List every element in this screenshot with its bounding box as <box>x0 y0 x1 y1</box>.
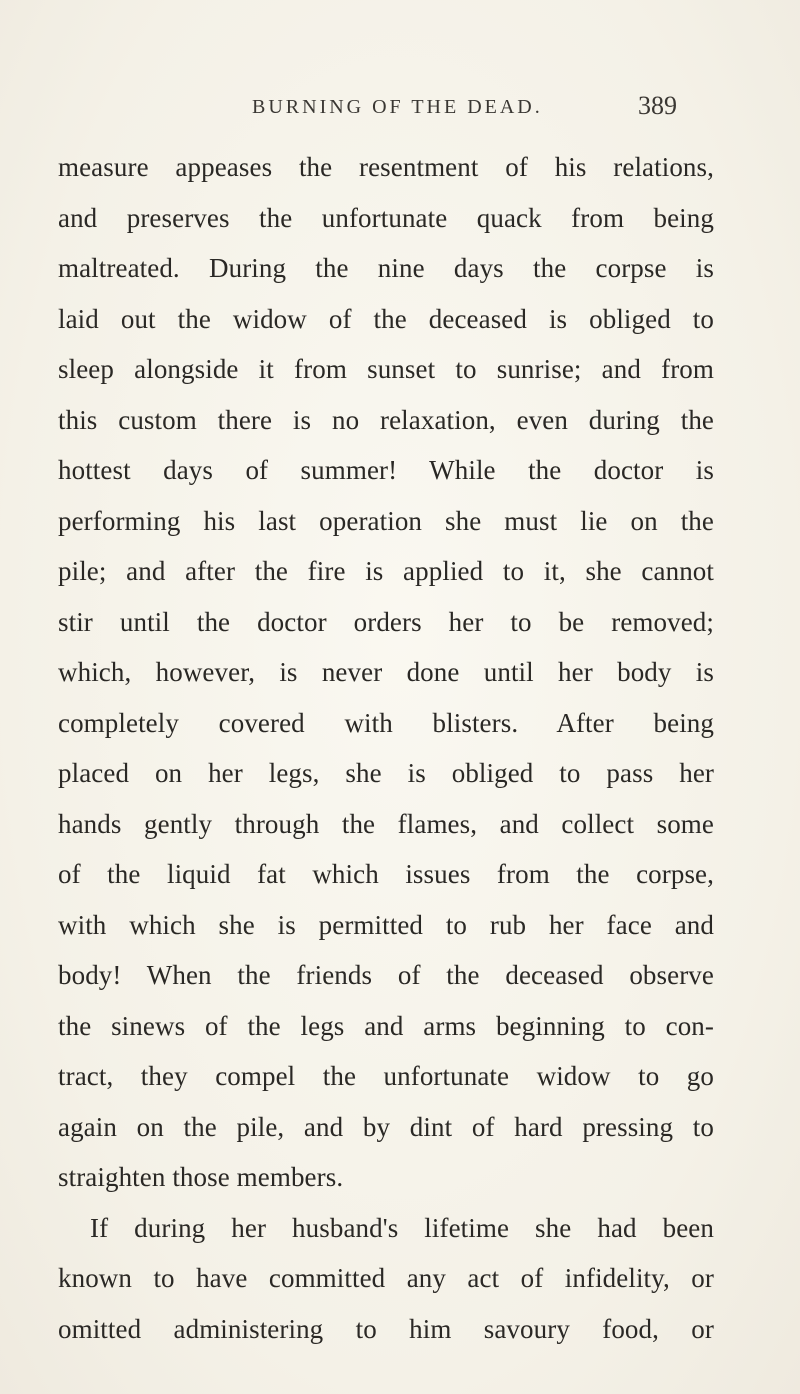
text-line: measure appeases the resentment of his relations, <box>58 152 714 182</box>
text-line: maltreated. During the nine days the corpse is <box>58 253 714 283</box>
text-line: performing his last operation she must lie on the <box>58 505 714 536</box>
text-line: sleep alongside it from sunset to sunrise; and from <box>58 354 714 384</box>
text-line: known to have committed any act of infidelity, or <box>58 1263 714 1293</box>
text-line: stir until the doctor orders her to be removed; <box>58 606 714 637</box>
text-line: this custom there is no relaxation, even during the <box>58 404 714 435</box>
text-line: placed on her legs, she is obliged to pass her <box>58 758 714 788</box>
page-number: 389 <box>638 91 677 120</box>
text-line: the sinews of the legs and arms beginning to con- <box>58 1010 714 1041</box>
text-line: with which she is permitted to rub her face and <box>58 909 714 940</box>
body-text <box>58 142 714 1354</box>
text-line: and preserves the unfortunate quack from being <box>58 202 714 233</box>
text-line: laid out the widow of the deceased is obliged to <box>58 303 714 334</box>
text-line: tract, they compel the unfortunate widow to go <box>58 1061 714 1091</box>
text-line: hands gently through the flames, and collect some <box>58 808 714 839</box>
text-line: completely covered with blisters. After being <box>58 707 714 738</box>
text-line: straighten those members. <box>58 1162 344 1192</box>
text-line: hottest days of summer! While the doctor is <box>58 455 714 485</box>
text-line: again on the pile, and by dint of hard pressing to <box>58 1111 714 1142</box>
running-head: BURNING OF THE DEAD. <box>252 96 543 118</box>
text-line: which, however, is never done until her body is <box>58 657 714 687</box>
text-line: body! When the friends of the deceased observe <box>58 960 714 990</box>
text-line: of the liquid fat which issues from the corpse, <box>58 859 714 889</box>
text-line: omitted administering to him savoury food, or <box>58 1313 714 1344</box>
text-line: If during her husband's lifetime she had been <box>90 1212 714 1243</box>
text-line: pile; and after the fire is applied to it, she cannot <box>58 556 714 586</box>
